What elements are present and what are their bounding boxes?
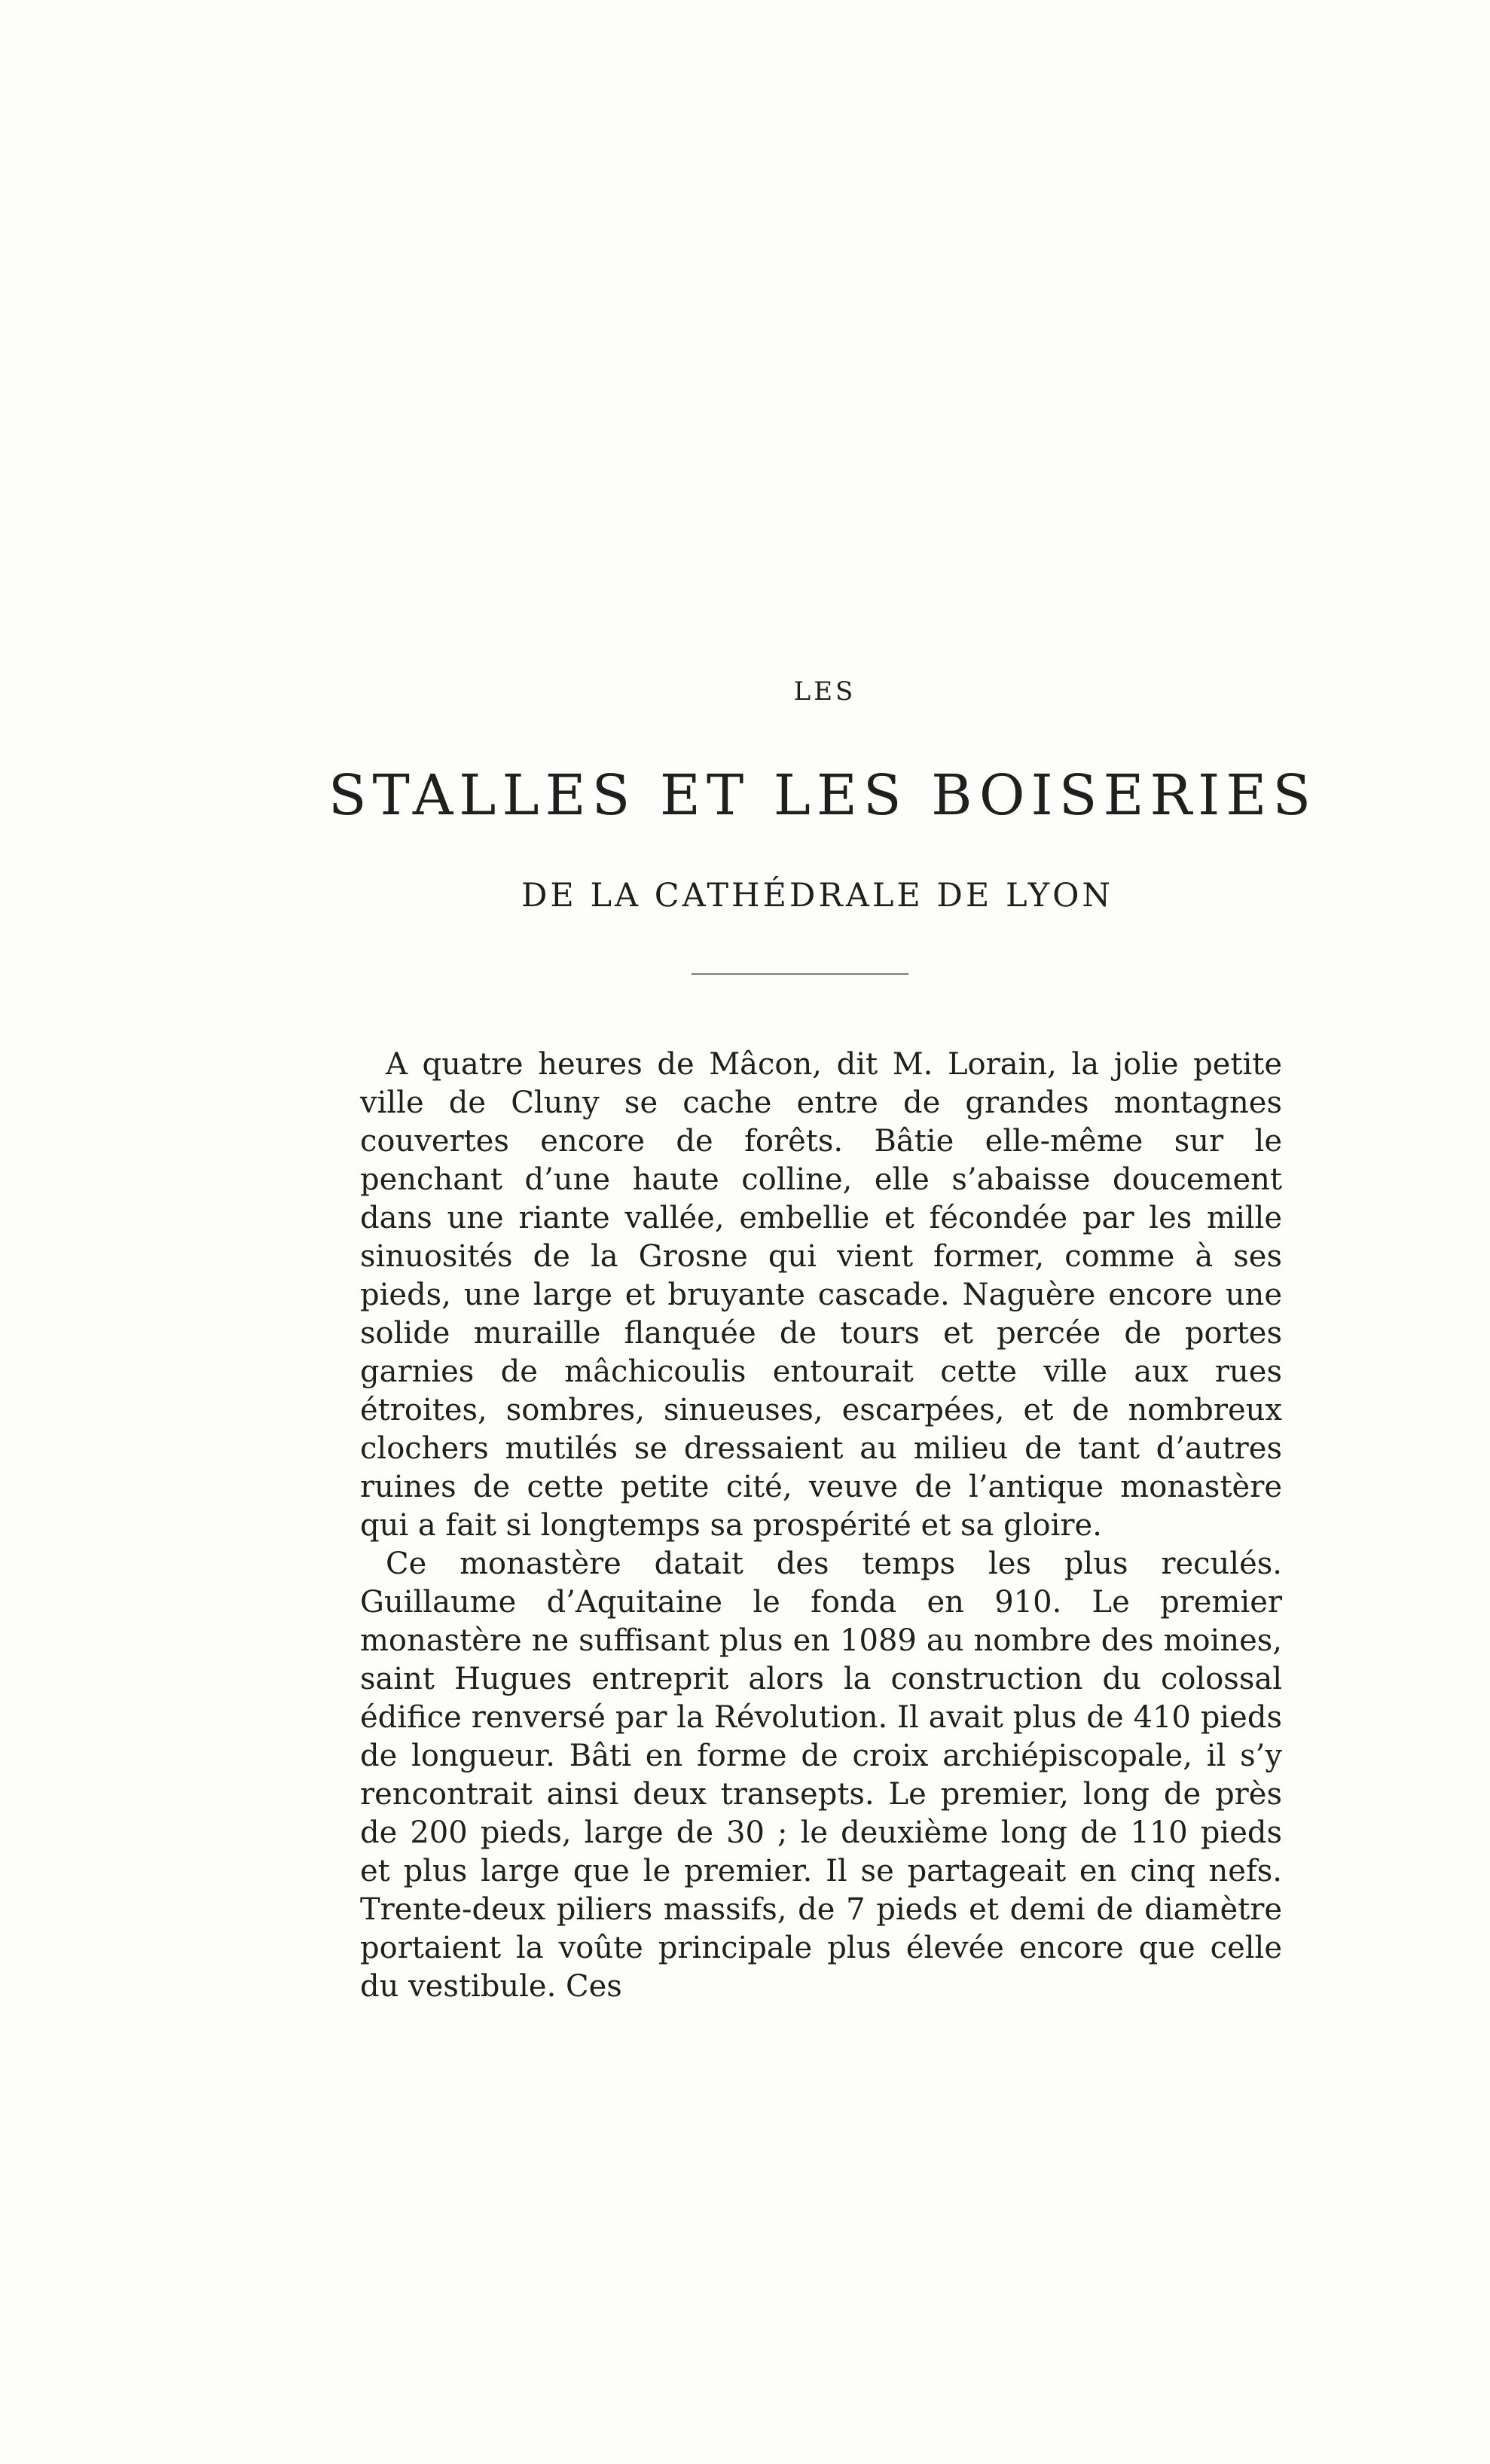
document-body [360, 1046, 1282, 2006]
document-subtitle: DE LA CATHÉDRALE DE LYON [521, 877, 1114, 914]
document-title: STALLES ET LES BOISERIES [328, 763, 1317, 828]
paragraph: Ce monastère datait des temps les plus reculés. Guillaume d’Aquitaine le fonda en 910. Le premier monastère ne suffisant plus en 1089 au nombre des moines, saint Hugues entreprit alors la construction du colossal édifice renversé par la Révolution. Il avait plus de 410 pieds de longueur. Bâti en forme de croix archiépiscopale, il s’y rencontrait ainsi deux transepts. Le premier, long de près de 200 pieds, large de 30 ; le deuxième long de 110 pieds et plus large que le premier. Il se partageait en cinq nefs. Trente-deux piliers massifs, de 7 pieds et demi de diamètre portaient la voûte principale plus élevée encore que celle du vestibule. Ces [360, 1546, 1282, 2004]
document-header-small: LES [793, 676, 856, 707]
title-divider [692, 973, 908, 975]
paragraph: A quatre heures de Mâcon, dit M. Lorain, la jolie petite ville de Cluny se cache entre de grandes montagnes couvertes encore de forêts. Bâtie elle-même sur le penchant d’une haute colline, elle s’abaisse doucement dans une riante vallée, embellie et fécondée par les mille sinuosités de la Grosne qui vient former, comme à ses pieds, une large et bruyante cascade. Naguère encore une solide muraille flanquée de tours et percée de portes garnies de mâchicoulis entourait cette ville aux rues étroites, sombres, sinueuses, escarpées, et de nombreux clochers mutilés se dressaient au milieu de tant d’autres ruines de cette petite cité, veuve de l’antique monastère qui a fait si longtemps sa prospérité et sa gloire. [360, 1047, 1282, 1543]
